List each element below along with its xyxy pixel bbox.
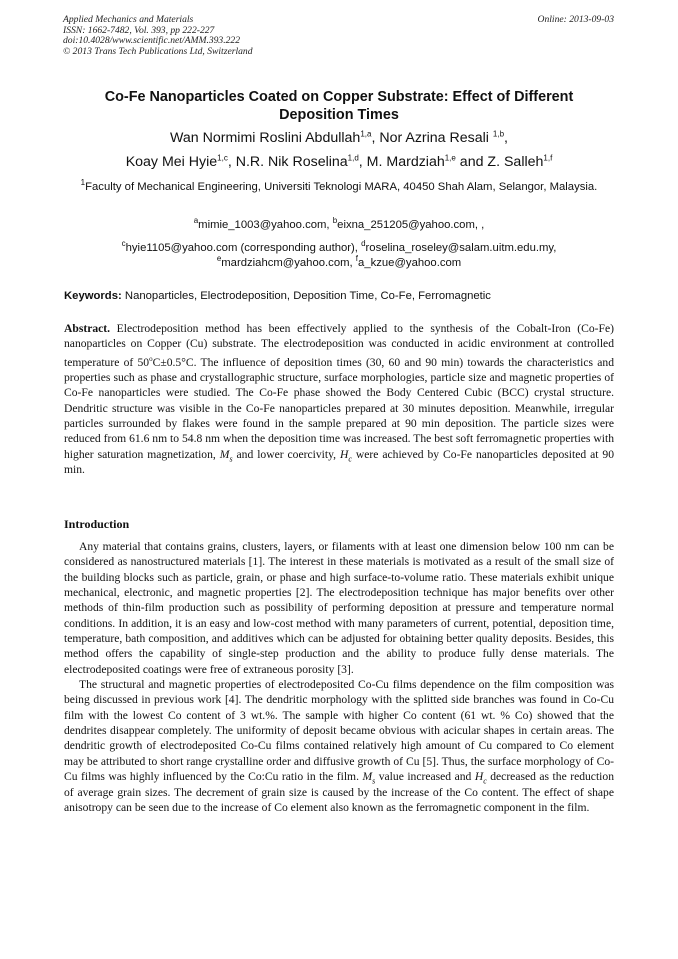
abstract: Abstract. Electrodeposition method has been effectively applied to the synthesis of the Cobalt-Iron (Co-Fe) nanoparticles on Copper (Cu) substrate. The electrodeposition was conducted in acidic environment at controlled temperature of $50^oC\pm 0.5^\circ C$. The influence of deposition times (30, 60 and 90 min) towards the characteristics and properties such as phase and crystallographic structure, surface morphologies, particle size and magnetic properties of Co-Fe nanoparticles were studied. The Co-Fe phase showed the Body Centered Cubic (BCC) crystal structure. Dendritic structure was visible in the Co-Fe nanoparticles prepared at 30 minutes deposition. Meanwhile, irregular particles surrounded by flakes were found in the sample prepared at 90 min deposition. The particle sizes were reduced from 61.6 nm to 54.8 nm when the deposition time was increased. The best soft ferromagnetic properties with higher saturation magnetization, $M_s$ and lower coercivity, $H_c$ were achieved by Co-Fe nanoparticles deposited at 90 min. bbox=[64, 322, 615, 476]
author-line-1: Wan Normimi Roslini Abdullah$^{1,a}$, Nor Azrina Resali $^{1,b}$, bbox=[170, 129, 508, 146]
paper-title: Co-Fe Nanoparticles Coated on Copper Substrate: Effect of Different Deposition Times bbox=[104, 89, 574, 123]
keywords bbox=[64, 289, 614, 303]
author-list bbox=[64, 126, 614, 174]
introduction-body bbox=[64, 539, 614, 815]
email-link[interactable]: mimie_1003@yahoo.com, bbox=[198, 219, 333, 231]
affiliation: $^1$Faculty of Mechanical Engineering, Universiti Teknologi MARA, 40450 Shah Alam, Selangor, Malaysia. bbox=[80, 178, 598, 193]
email-link[interactable]: mardziahcm@yahoo.com, bbox=[221, 257, 356, 269]
email-link[interactable]: a_kzue@yahoo.com bbox=[358, 257, 462, 269]
abstract-label: Abstract. bbox=[64, 322, 111, 335]
keywords-label: Keywords: bbox=[64, 290, 122, 302]
email-link[interactable]: eixna_251205@yahoo.com, , bbox=[337, 219, 485, 231]
online-date: Online: 2013-09-03 bbox=[537, 14, 614, 25]
keywords-text: Nanoparticles, Electrodeposition, Deposition Time, Co-Fe, Ferromagnetic bbox=[121, 290, 491, 302]
copyright: © 2013 Trans Tech Publications Ltd, Switzerland bbox=[63, 45, 253, 57]
journal-header bbox=[63, 15, 253, 57]
author-line-2: Koay Mei Hyie$^{1,c}$, N.R. Nik Roselina$^{1,d}$, M. Mardziah$^{1,e}$ and Z. Salleh$^{1,f}$ bbox=[125, 153, 553, 170]
paragraph: The structural and magnetic properties of electrodeposited Co-Cu films dependence on the film composition was being discussed in previous work [4]. The dendritic morphology with the splitted side branches was found in Co-Cu film with the lowest Co content of 3 wt.%. The sample with higher Co content (61 wt. % Co) showed that the dendrites disappear completely. The uniformity of deposit became obvious with acicular shapes in certain areas. The dendritic growth of electrodeposited Co-Cu films contained relatively high amount of Cu compared to Co element may be attributed to short range crystalline order and diffusive growth of Cu [5]. Thus, the surface morphology of Co-Cu films was highly influenced by the Co:Cu ratio in the film. $M_s$ value increased and $H_c$ decreased as the reduction of average grain sizes. The decrement of grain size is caused by the increase of the Co content. The effect of shape anisotropy can be seen due to the increase of Co element also known as the ferromagnetic component in the film. bbox=[64, 678, 614, 814]
email-link[interactable]: hyie1105@yahoo.com (corresponding author), bbox=[125, 241, 362, 254]
email-list: $^a$mimie_1003@yahoo.com, $^b$eixna_251205@yahoo.com, , $^c$hyie1105@yahoo.com (corresponding author), $^d$roselina_roseley@salam.uitm.edu.my, $^e$mardziahcm@yahoo.com, $^f$a_kzue@yahoo.com bbox=[121, 216, 557, 269]
paragraph: Any material that contains grains, clusters, layers, or filaments with at least one dimension below 100 nm can be considered as nanostructured materials [1]. The interest in these materials is motivated as a result of the small size of the building blocks such as particle, grain, or phase and high surface-to-volume ratio. These materials exhibit unique mechanical, electronic, and magnetic properties [2]. The electrodeposition technique has major benefits over other methods of thin-film production such as possibility of performing deposition at pressure and temperature normal conditions. In addition, it is an easy and low-cost method with many parameters of current, potential, deposition time, temperature, bath composition, and additives which can be adjusted for obtaining better quality deposits. Besides, this method offers the capability of single-step production and the ability to produce fully dense materials. The electrodeposited coatings were free of extraneous porosity [3]. bbox=[64, 540, 614, 676]
issn: ISSN: 1662-7482, Vol. 393, pp 222-227 bbox=[63, 24, 215, 36]
journal-name: Applied Mechanics and Materials bbox=[63, 14, 194, 25]
email-link[interactable]: roselina_roseley@salam.uitm.edu.my, bbox=[365, 241, 557, 254]
section-heading-introduction: Introduction bbox=[64, 517, 130, 531]
doi: doi:10.4028/www.scientific.net/AMM.393.222 bbox=[63, 35, 241, 47]
